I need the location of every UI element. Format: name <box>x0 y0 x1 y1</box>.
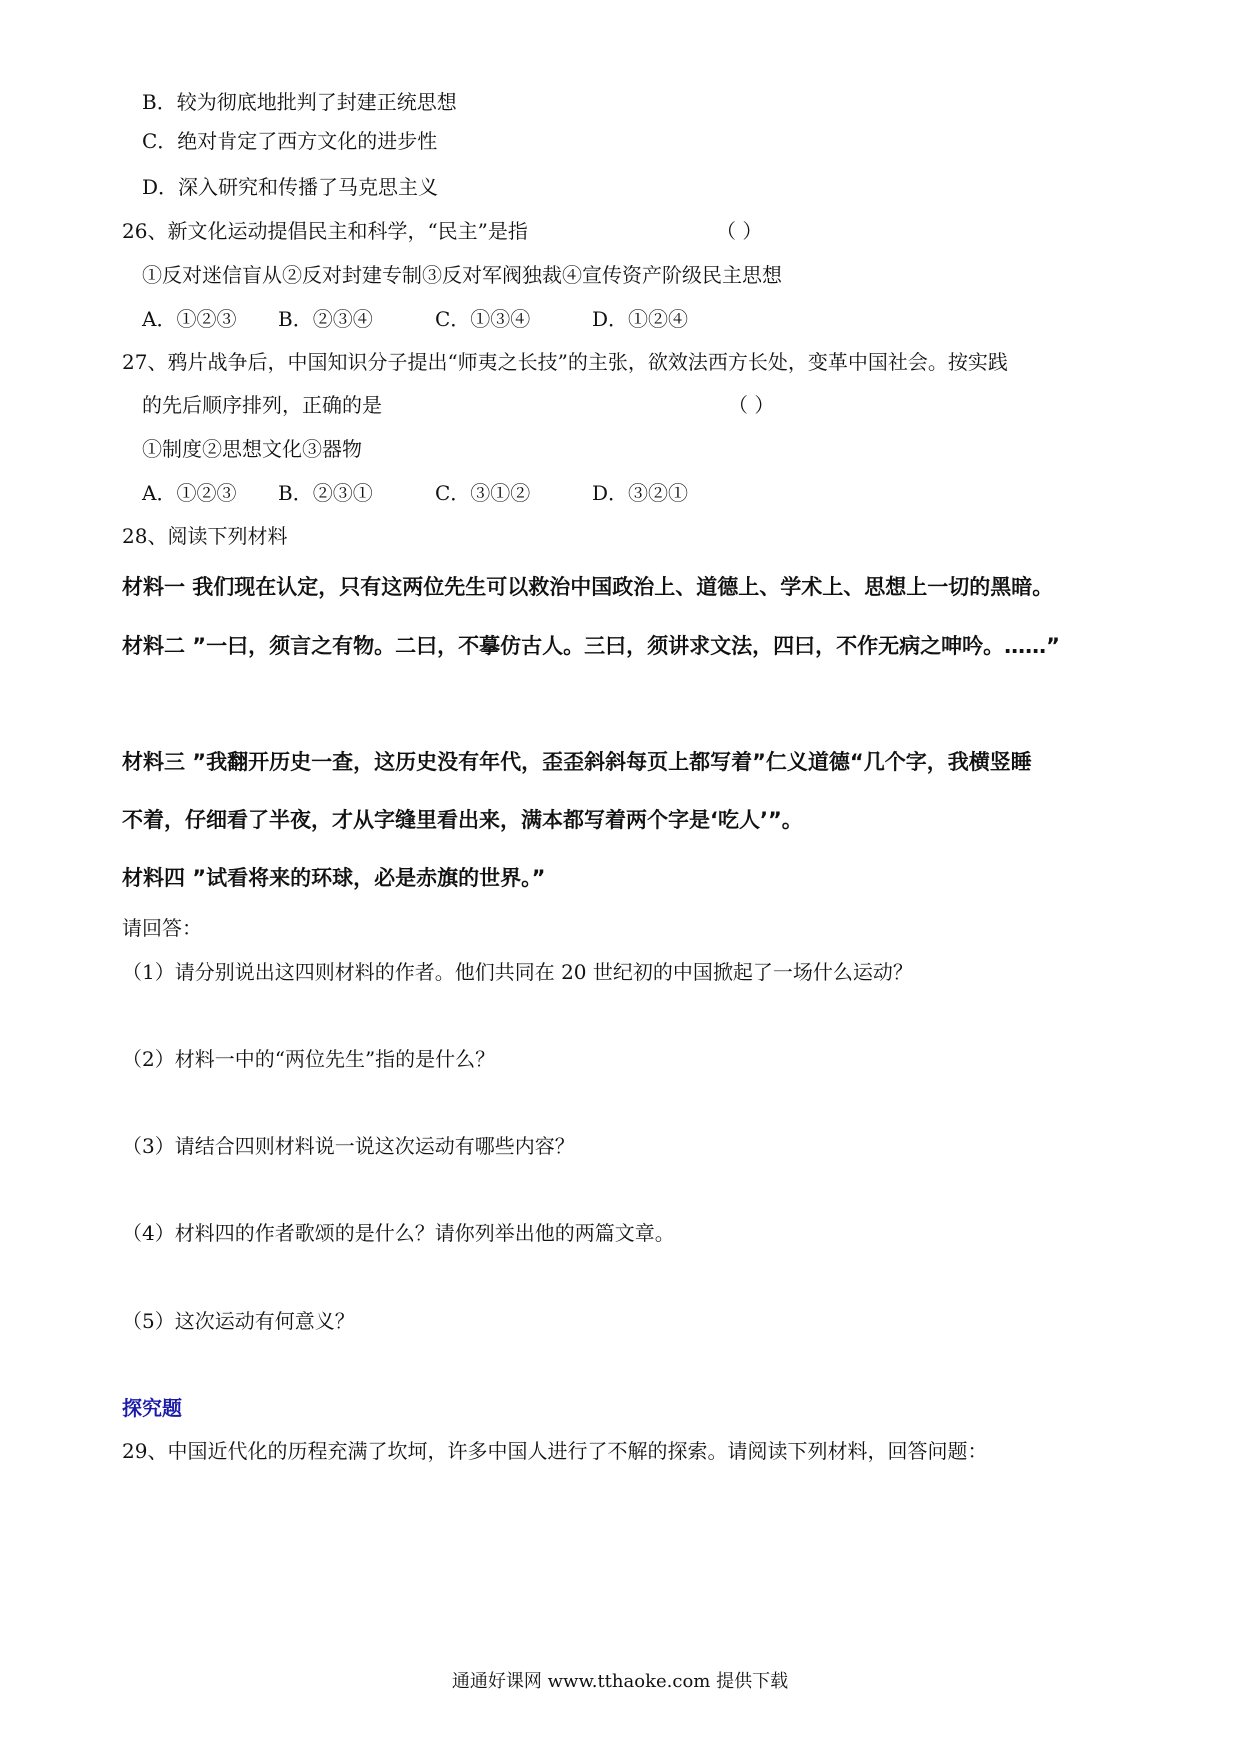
q26-option-c: C．①③④ <box>435 307 531 331</box>
q27-option-c: C．③①② <box>435 481 531 505</box>
q28-subquestion-4: （4）材料四的作者歌颂的是什么？请你列举出他的两篇文章。 <box>122 1221 675 1245</box>
q26-items: ①反对迷信盲从②反对封建专制③反对军阀独裁④宣传资产阶级民主思想 <box>142 263 782 287</box>
q28-material-1: 材料一 我们现在认定，只有这两位先生可以救治中国政治上、道德上、学术上、思想上一切的黑暗。 <box>122 575 1054 599</box>
q27-stem-line-1: 27、鸦片战争后，中国知识分子提出“师夷之长技”的主张，欲效法西方长处，变革中国社会。按实践 <box>122 350 1008 374</box>
q26-option-b: B．②③④ <box>278 307 373 331</box>
q26-answer-paren: （ ） <box>716 219 763 243</box>
q28-subquestion-3: （3）请结合四则材料说一说这次运动有哪些内容？ <box>122 1134 575 1158</box>
q26-stem: 26、新文化运动提倡民主和科学，“民主”是指 <box>122 219 528 243</box>
q27-stem-line-2: 的先后顺序排列，正确的是 <box>142 393 382 417</box>
section-heading: 探究题 <box>122 1396 182 1420</box>
q27-option-d: D．③②① <box>592 481 689 505</box>
q28-material-3-line-2: 不着，仔细看了半夜，才从字缝里看出来，满本都写着两个字是‘吃人’”。 <box>122 808 803 832</box>
q28-subquestion-5: （5）这次运动有何意义？ <box>122 1309 355 1333</box>
page-footer: 通通好课网 www.tthaoke.com 提供下载 <box>451 1671 789 1692</box>
q27-answer-paren: （ ） <box>728 393 775 417</box>
q28-material-3-line-1: 材料三 ”我翻开历史一查，这历史没有年代，歪歪斜斜每页上都写着”仁义道德“几个字，我横竖睡 <box>122 750 1032 774</box>
q28-material-4: 材料四 ”试看将来的环球，必是赤旗的世界。” <box>122 866 546 890</box>
q28-subquestion-1: （1）请分别说出这四则材料的作者。他们共同在 20 世纪初的中国掀起了一场什么运动？ <box>122 960 913 984</box>
q29-stem: 29、中国近代化的历程充满了坎坷，许多中国人进行了不解的探索。请阅读下列材料，回答问题： <box>122 1439 988 1463</box>
q28-answer-prompt: 请回答： <box>122 916 202 940</box>
q27-option-b: B．②③① <box>278 481 373 505</box>
q27-option-a: A．①②③ <box>142 481 237 505</box>
q25-option-d: D．深入研究和传播了马克思主义 <box>142 175 439 199</box>
q27-items: ①制度②思想文化③器物 <box>142 437 362 461</box>
q28-material-2: 材料二 ”一曰，须言之有物。二曰，不摹仿古人。三曰，须讲求文法，四曰，不作无病之呻吟。……” <box>122 634 1060 658</box>
q28-stem: 28、阅读下列材料 <box>122 524 288 548</box>
q28-subquestion-2: （2）材料一中的“两位先生”指的是什么？ <box>122 1047 496 1071</box>
q26-option-a: A．①②③ <box>142 307 237 331</box>
q26-option-d: D．①②④ <box>592 307 689 331</box>
q25-option-b: B．较为彻底地批判了封建正统思想 <box>142 90 457 114</box>
q25-option-c: C．绝对肯定了西方文化的进步性 <box>142 129 438 153</box>
